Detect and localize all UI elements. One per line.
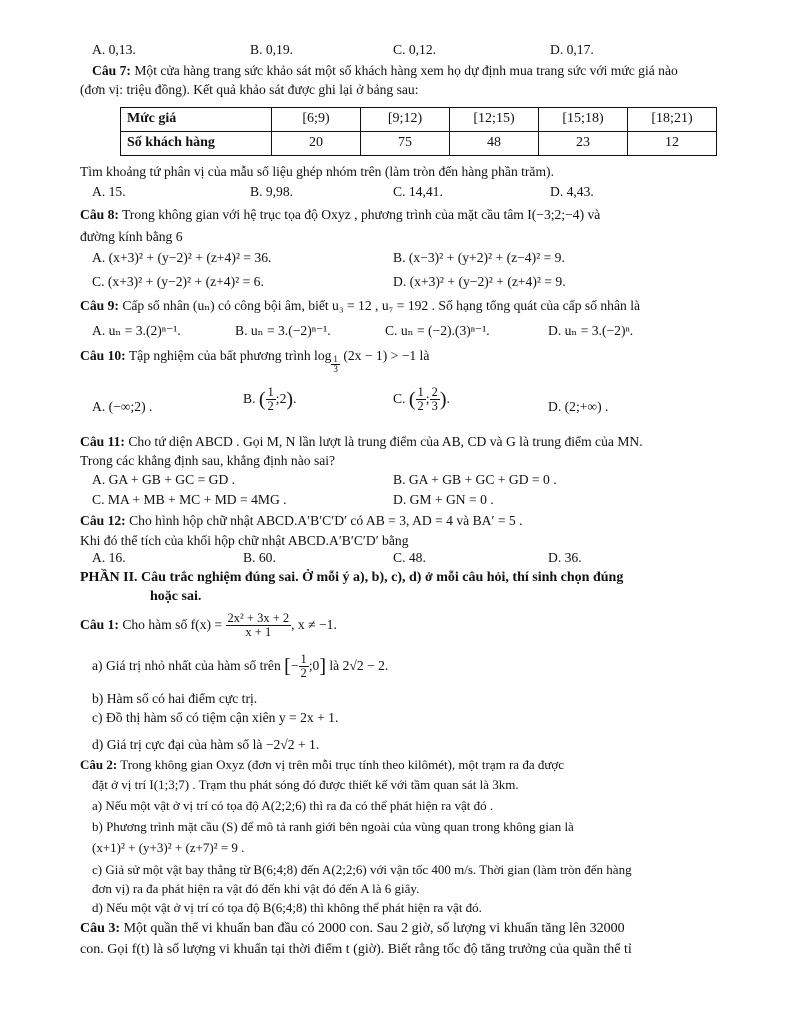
q7-option-b: B. 9,98.	[250, 184, 294, 199]
q7-option-d: D. 4,43.	[550, 184, 594, 199]
p2q2-c2: đơn vị) ra đa phát hiện ra vật đó đến khi vật đó đến A là 6 giây.	[92, 881, 420, 896]
p2q1-line: Câu 1: Cho hàm số f(x) = $\frac{\text{2x² + 3x + 2}}{x + 1}$ , x ≠ −1.	[80, 611, 337, 640]
q12-label: Câu 12:	[80, 513, 126, 528]
q12-option-d: D. 36.	[548, 550, 582, 565]
p2q1-c: c) Đồ thị hàm số có tiệm cận xiên y = 2x + 1.	[92, 710, 339, 725]
p2q2-c1: c) Giả sử một vật bay thẳng từ B(6;4;8) đến A(2;2;6) với vận tốc 400 m/s. Thời gian (làm tròn đến hàng	[92, 862, 632, 877]
q11-option-c: C. MA + MB + MC + MD = 4MG .	[92, 492, 287, 507]
table-cell: 48	[450, 132, 539, 156]
fraction: $\frac{1}{2}$	[417, 385, 424, 414]
table-cell: [12;15)	[450, 108, 539, 132]
p2q3-label: Câu 3:	[80, 921, 121, 936]
q9-option-c: C. uₙ = (−2).(3)ⁿ⁻¹.	[385, 323, 490, 338]
q10-option-b: B. ( $\frac{1}{2}$ ;2).	[243, 385, 297, 414]
p2q2-text2: đặt ở vị trí I(1;3;7) . Trạm thu phát sóng đó được thiết kế với tầm quan sát là 3km.	[92, 777, 519, 792]
fraction: $\frac{1}{2}$	[300, 652, 307, 681]
q11-text2: Trong các khẳng định sau, khẳng định nào sai?	[80, 453, 336, 468]
q10-line	[80, 347, 429, 374]
table-cell: [9;12)	[361, 108, 450, 132]
q7-label: Câu 7:	[92, 63, 131, 78]
q12-text2: Khi đó thể tích của khối hộp chữ nhật ABCD.A′B′C′D′ bằng	[80, 533, 409, 548]
q8-text2: đường kính bằng 6	[80, 229, 183, 244]
q11-option-d: D. GM + GN = 0 .	[393, 492, 494, 507]
q7-option-c: C. 14,41.	[393, 184, 443, 199]
p2q2-a: a) Nếu một vật ở vị trí có tọa độ A(2;2;6) thì ra đa có thể phát hiện ra vật đó .	[92, 798, 494, 813]
q8-label: Câu 8:	[80, 207, 119, 222]
q11-label: Câu 11:	[80, 434, 125, 449]
p2q2-b1: b) Phương trình mặt cầu (S) để mô tả ranh giới bên ngoài của vùng quan trong không gian là	[92, 819, 574, 834]
table-cell: 23	[539, 132, 628, 156]
q7-option-a: A. 15.	[92, 184, 126, 199]
q12-option-a: A. 16.	[92, 550, 126, 565]
p2q1-d: d) Giá trị cực đại của hàm số là −2√2 + 1.	[92, 737, 320, 752]
table-cell: [15;18)	[539, 108, 628, 132]
table-cell: 12	[628, 132, 717, 156]
q8-line1	[80, 206, 600, 224]
fraction: $\frac{1}{2}$	[267, 385, 274, 414]
p2q3-text2: con. Gọi f(t) là số lượng vi khuẩn tại thời điểm t (giờ). Biết rằng tốc độ tăng trưởng của quần thể tỉ	[80, 942, 632, 957]
p2q2-d: d) Nếu một vật ở vị trí có tọa độ B(6;4;8) thì không thể phát hiện ra vật đó.	[92, 900, 482, 915]
option-a: A. 0,13.	[92, 42, 136, 57]
q8-option-c: C. (x+3)² + (y−2)² + (z+4)² = 6.	[92, 274, 264, 289]
q12-line1	[80, 512, 523, 530]
q8-option-b: B. (x−3)² + (y+2)² + (z−4)² = 9.	[393, 250, 565, 265]
q12-option-b: B. 60.	[243, 550, 276, 565]
option-b: B. 0,19.	[250, 42, 294, 57]
p2q3-line1: Câu 3: Một quần thể vi khuẩn ban đầu có 2000 con. Sau 2 giờ, số lượng vi khuẩn tăng lên 32000	[80, 921, 625, 936]
q7-line1	[92, 62, 678, 80]
q10-option-d: D. (2;+∞) .	[548, 399, 609, 414]
q10-log-base: $\frac{1}{3}$	[333, 353, 338, 374]
q11-option-b: B. GA + GB + GC + GD = 0 .	[393, 472, 557, 487]
table-row	[121, 132, 717, 156]
q10-option-c: C. ( $\frac{1}{2}$ ; $\frac{2}{3}$ ).	[393, 385, 450, 414]
part2-title-cont: hoặc sai.	[150, 589, 202, 604]
q7-text2: (đơn vị: triệu đồng). Kết quả khảo sát được ghi lại ở bảng sau:	[80, 82, 419, 97]
table-row	[121, 108, 717, 132]
q10-text-pre: Tập nghiệm của bất phương trình log	[128, 348, 332, 363]
q11-line1	[80, 433, 643, 451]
q12-text1: Cho hình hộp chữ nhật ABCD.A′B′C′D′ có AB = 3, AD = 4 và BA′ = 5 .	[129, 513, 523, 528]
p2q2-b2: (x+1)² + (y+3)² + (z+7)² = 9 .	[92, 840, 245, 855]
table-row-head: Mức giá	[121, 108, 272, 132]
table-cell: [18;21)	[628, 108, 717, 132]
q9-option-a: A. uₙ = 3.(2)ⁿ⁻¹.	[92, 323, 181, 338]
p2q2-line1: Câu 2: Trong không gian Oxyz (đơn vị trên mỗi trục tính theo kilômét), một trạm ra đa được	[80, 757, 565, 772]
q9-line1	[80, 297, 640, 315]
q9-label: Câu 9:	[80, 298, 119, 313]
option-c: C. 0,12.	[393, 42, 437, 57]
q8-option-a: A. (x+3)² + (y−2)² + (z+4)² = 36.	[92, 250, 272, 265]
p2q1-a: a) Giá trị nhỏ nhất của hàm số trên [− $\frac{1}{2}$ ;0] là 2√2 − 2.	[92, 652, 389, 681]
q9-option-b: B. uₙ = 3.(−2)ⁿ⁻¹.	[235, 323, 331, 338]
q12-option-c: C. 48.	[393, 550, 426, 565]
function-fraction: $\frac{\text{2x² + 3x + 2}}{x + 1}$	[227, 611, 290, 640]
q10-text-post: (2x − 1) > −1 là	[343, 348, 430, 363]
q9-text: Cấp số nhân (uₙ) có công bội âm, biết u₃ = 12 , u₇ = 192 . Số hạng tổng quát của cấp số nhân là	[122, 298, 641, 313]
q9-option-d: D. uₙ = 3.(−2)ⁿ.	[548, 323, 634, 338]
q8-option-d: D. (x+3)² + (y−2)² + (z+4)² = 9.	[393, 274, 566, 289]
p2q1-b: b) Hàm số có hai điểm cực trị.	[92, 691, 258, 706]
table-row-head: Số khách hàng	[121, 132, 272, 156]
p2q2-label: Câu 2:	[80, 757, 118, 772]
q10-option-a: A. (−∞;2) .	[92, 399, 153, 414]
table-cell: 75	[361, 132, 450, 156]
q8-text1: Trong không gian với hệ trục tọa độ Oxyz , phương trình của mặt cầu tâm I(−3;2;−4) và	[122, 207, 601, 222]
table-cell: [6;9)	[272, 108, 361, 132]
part2-title: PHẦN II. Câu trắc nghiệm đúng sai. Ở mỗi ý a), b), c), d) ở mỗi câu hỏi, thí sinh chọn đúng	[80, 570, 624, 585]
q7-text1: Một cửa hàng trang sức khảo sát một số khách hàng xem họ dự định mua trang sức với mức giá nào	[134, 63, 678, 78]
q11-option-a: A. GA + GB + GC = GD .	[92, 472, 236, 487]
fraction: $\frac{2}{3}$	[431, 385, 438, 414]
table-cell: 20	[272, 132, 361, 156]
option-d: D. 0,17.	[550, 42, 594, 57]
q10-label: Câu 10:	[80, 348, 126, 363]
price-table	[120, 107, 717, 156]
p2q1-label: Câu 1:	[80, 616, 119, 632]
q7-ask: Tìm khoảng tứ phân vị của mẫu số liệu ghép nhóm trên (làm tròn đến hàng phần trăm).	[80, 164, 554, 179]
q11-text1: Cho tứ diện ABCD . Gọi M, N lần lượt là trung điểm của AB, CD và G là trung điểm của MN.	[128, 434, 643, 449]
